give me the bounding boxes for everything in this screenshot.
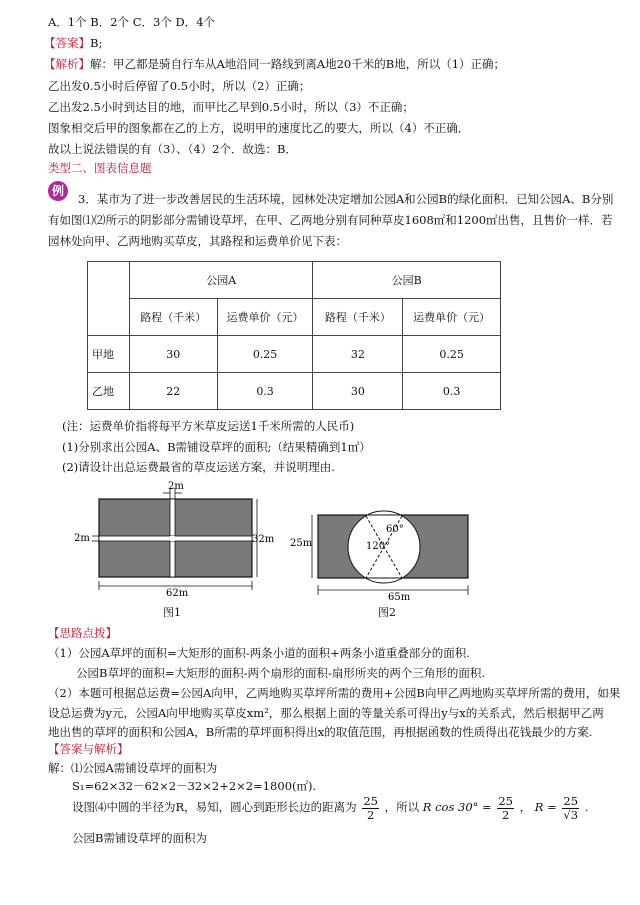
s3-text-a: 设图⑷中圆的半径为R，易知，圆心到距形长边的距离为: [72, 800, 357, 814]
fraction-den: 2: [366, 807, 375, 822]
fig2-angle-120: 120°: [366, 541, 391, 552]
analysis-label: 【解析】: [44, 57, 90, 71]
think-line-5: 地出售的草坪的面积和公园A，B所需的草坪面积得出x的取值范围，再根据函数的性质得出花钱最少的方案.: [48, 725, 593, 739]
answer-label: 【答案】: [44, 36, 90, 50]
cell: 30: [129, 336, 217, 373]
fig2-caption: 图2: [378, 606, 396, 619]
fig2-angle-60: 60°: [386, 524, 404, 535]
section-heading: 类型二、图表信息题: [48, 161, 152, 175]
line-options: A．1个 B．2个 C．3个 D．4个: [48, 15, 216, 29]
answer-value: B;: [90, 36, 103, 50]
table-corner: [88, 262, 130, 336]
cell: 32: [313, 336, 403, 373]
fig2-bottom-label: 65m: [388, 592, 411, 601]
fig1-left-label: 2m: [74, 533, 90, 544]
header-b-price: 运费单价（元）: [403, 299, 501, 336]
cell: 0.25: [217, 336, 313, 373]
period: .: [584, 800, 589, 814]
fig1-top-label: 2m: [168, 481, 184, 492]
freight-table: [87, 261, 501, 410]
figure-1: [72, 478, 282, 598]
header-a-distance: 路程（千米）: [129, 299, 217, 336]
fraction-num: 25: [563, 793, 579, 808]
think-line-3: （2）本题可根据总运费=公园A向甲，乙两地购买草坪所需的费用+公园B向甲乙两地购买草坪所需的费用，如果: [48, 686, 621, 700]
solution-line-2: S₁=62×32－62×2－32×2+2×2=1800(㎡).: [72, 779, 317, 793]
analysis-line: [44, 56, 505, 72]
fraction: [497, 795, 514, 822]
fraction-den: 2: [502, 807, 510, 822]
cell: 0.3: [403, 373, 501, 410]
figure-2: [290, 497, 490, 601]
fraction-num: 25: [498, 793, 513, 808]
header-park-b: 公园B: [313, 262, 501, 299]
header-a-price: 运费单价（元）: [217, 299, 313, 336]
cell: 22: [129, 373, 217, 410]
s3-text-c: ，: [519, 800, 532, 814]
row-name: 乙地: [88, 373, 130, 410]
note-line: (注：运费单价指将每平方米草皮运送1千米所需的人民币): [62, 419, 355, 433]
question-line-3: 园林处向甲、乙两地购买草皮，其路程和运费单价见下表：: [48, 234, 347, 248]
fraction-den-sqrt: √3: [563, 807, 579, 822]
think-line-2: 公园B草坪的面积=大矩形的面积-两个扇形的面积-扇形所夹的两个三角形的面积.: [76, 666, 486, 680]
part-1: (1)分别求出公园A、B需铺设草坪的面积;（结果精确到1㎡）: [62, 440, 371, 454]
analysis-line-3: 乙出发2.5小时到达目的地，而甲比乙早到0.5小时，所以（3）不正确；: [48, 100, 414, 114]
fig2-left-label: 25m: [290, 538, 313, 549]
think-line-4: 设总运费为y元，公园A向甲地购买草皮xm²，那么根据上面的等量关系可得出y与x的关系式，然后根据甲乙两: [48, 706, 604, 720]
solution-line-4: 公园B需铺设草坪的面积为: [72, 831, 207, 845]
analysis-line-2: 乙出发0.5小时后停留了0.5小时，所以（2）正确；: [48, 79, 311, 93]
fig1-bottom-label: 62m: [166, 588, 189, 598]
analysis-text: 解：甲乙都是骑自行车从A地沿同一路线到离A地20千米的B地，所以（1）正确；: [90, 57, 506, 71]
question-line-1: 3．某市为了进一步改善居民的生活环境，园林处决定增加公园A和公园B的绿化面积．已知公园A、B分别: [78, 192, 614, 206]
table-row: [88, 373, 501, 410]
fraction: [562, 795, 579, 822]
solution-line-3: [72, 792, 588, 822]
cell: 30: [313, 373, 403, 410]
example-badge: 例: [48, 181, 68, 201]
solution-line-1: 解：⑴公园A需铺设草坪的面积为: [48, 761, 218, 775]
header-park-a: 公园A: [129, 262, 313, 299]
think-label: 【思路点拨】: [48, 626, 117, 640]
s3-text-b: ，所以: [384, 800, 420, 814]
header-b-distance: 路程（千米）: [313, 299, 403, 336]
r-expr: R =: [534, 800, 557, 814]
table-row: [88, 336, 501, 373]
part-2: (2)请设计出总运费最省的草皮运送方案，并说明理由.: [62, 460, 335, 474]
fig1-right-label: 32m: [252, 534, 275, 545]
cell: 0.25: [403, 336, 501, 373]
equals-sign: =: [482, 800, 492, 814]
answer-analysis-label: 【答案与解析】: [48, 742, 129, 756]
analysis-line-5: 故以上说法错误的有（3）、（4）2个．故选：B．: [48, 142, 297, 156]
answer-line: [44, 35, 102, 51]
think-line-1: （1）公园A草坪的面积=大矩形的面积-两条小道的面积+两条小道重叠部分的面积.: [48, 646, 470, 660]
question-line-2: 有如图⑴⑵所示的阴影部分需铺设草坪，在甲、乙两地分别有同种草皮1608㎡和1200㎡出售，且售价一样．若: [48, 213, 613, 227]
cell: 0.3: [217, 373, 313, 410]
fraction-num: 25: [363, 793, 378, 808]
fig1-caption: 图1: [163, 606, 181, 619]
analysis-line-4: 图象相交后甲的图象都在乙的上方，说明甲的速度比乙的要大，所以（4）不正确．: [48, 121, 470, 135]
rcos-expr: R cos 30°: [422, 800, 479, 814]
row-name: 甲地: [88, 336, 130, 373]
fraction: [362, 795, 379, 822]
